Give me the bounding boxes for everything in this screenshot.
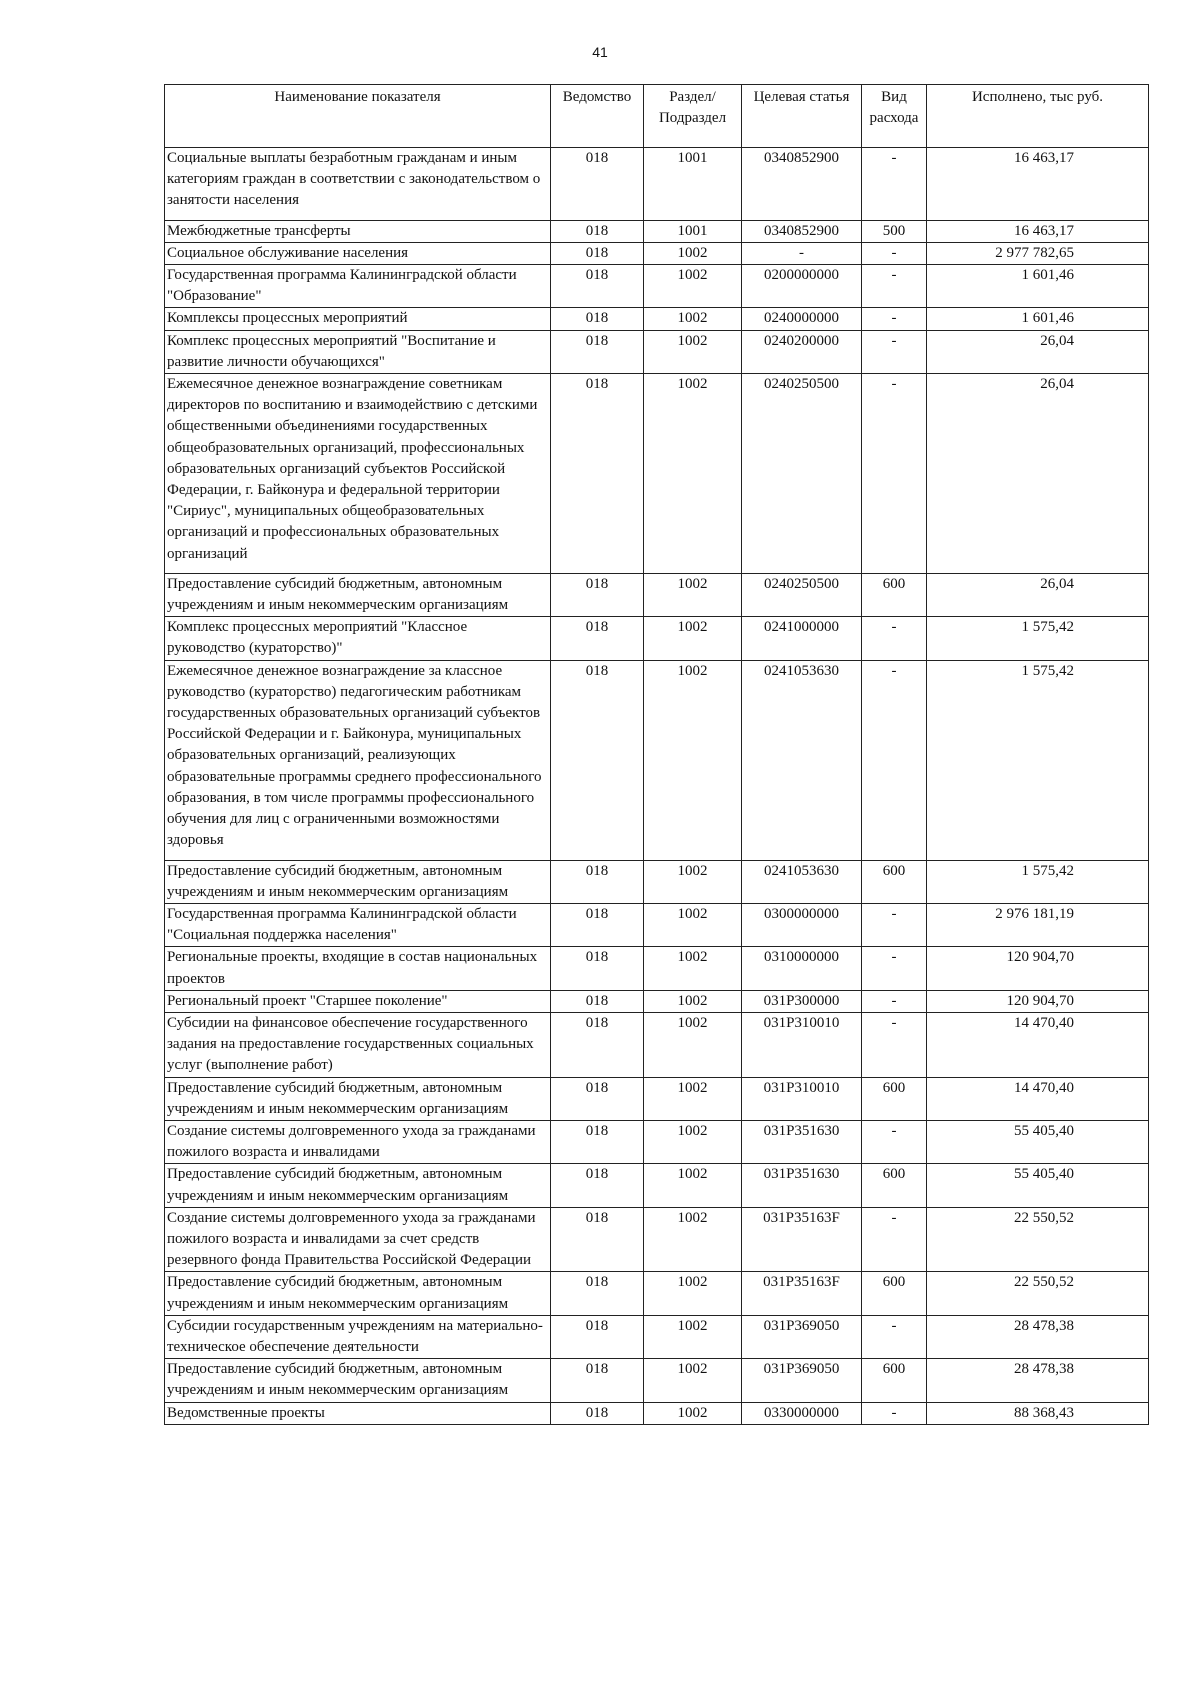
cell-section: 1002	[644, 242, 742, 264]
cell-target: 0340852900	[742, 220, 862, 242]
cell-name: Субсидии на финансовое обеспечение государственного задания на предоставление государственных социальных услуг (выполнение работ)	[165, 1012, 551, 1077]
cell-section: 1002	[644, 860, 742, 903]
cell-name: Ежемесячное денежное вознаграждение за классное руководство (кураторство) педагогическим работникам государственных образовательных организаций субъектов Российской Федерации и г. Байконура, муниципальных образовательных организаций, реализующих образовательные программы среднего профессионального образования, в том числе программы профессионального обучения для лиц с ограниченными возможностями здоровья	[165, 660, 551, 860]
cell-target: 031P351630	[742, 1164, 862, 1207]
table-header-row	[165, 85, 1149, 148]
cell-section: 1002	[644, 265, 742, 308]
cell-type: -	[862, 330, 927, 373]
cell-name: Предоставление субсидий бюджетным, автономным учреждениям и иным некоммерческим организациям	[165, 1359, 551, 1402]
table-row	[165, 573, 1149, 616]
cell-target: 0240000000	[742, 308, 862, 330]
cell-dept: 018	[551, 1120, 644, 1163]
table-row	[165, 265, 1149, 308]
cell-target: 0200000000	[742, 265, 862, 308]
cell-name: Комплексы процессных мероприятий	[165, 308, 551, 330]
cell-type: -	[862, 947, 927, 990]
cell-type: -	[862, 374, 927, 574]
cell-type: 600	[862, 1359, 927, 1402]
cell-amount: 1 601,46	[927, 265, 1149, 308]
table-row	[165, 1120, 1149, 1163]
table-row	[165, 330, 1149, 373]
cell-amount: 16 463,17	[927, 220, 1149, 242]
cell-dept: 018	[551, 1359, 644, 1402]
cell-dept: 018	[551, 573, 644, 616]
header-target: Целевая статья	[742, 85, 862, 148]
cell-target: 0240250500	[742, 374, 862, 574]
cell-name: Государственная программа Калининградской области "Социальная поддержка населения"	[165, 903, 551, 946]
cell-type: 600	[862, 1272, 927, 1315]
cell-dept: 018	[551, 242, 644, 264]
cell-dept: 018	[551, 1012, 644, 1077]
cell-target: 031P300000	[742, 990, 862, 1012]
cell-target: 0300000000	[742, 903, 862, 946]
cell-type: 600	[862, 1164, 927, 1207]
cell-amount: 120 904,70	[927, 947, 1149, 990]
cell-type: 500	[862, 220, 927, 242]
cell-amount: 55 405,40	[927, 1120, 1149, 1163]
cell-amount: 22 550,52	[927, 1207, 1149, 1272]
table-row	[165, 308, 1149, 330]
table-row	[165, 1012, 1149, 1077]
cell-name: Предоставление субсидий бюджетным, автономным учреждениям и иным некоммерческим организациям	[165, 860, 551, 903]
cell-target: 0310000000	[742, 947, 862, 990]
header-section: Раздел/ Подраздел	[644, 85, 742, 148]
cell-target: 0241053630	[742, 660, 862, 860]
cell-dept: 018	[551, 308, 644, 330]
cell-type: -	[862, 1402, 927, 1424]
cell-dept: 018	[551, 990, 644, 1012]
cell-section: 1002	[644, 1120, 742, 1163]
cell-target: 0241000000	[742, 617, 862, 660]
cell-amount: 120 904,70	[927, 990, 1149, 1012]
cell-type: -	[862, 1012, 927, 1077]
cell-target: 031P369050	[742, 1315, 862, 1358]
table-row	[165, 1272, 1149, 1315]
cell-dept: 018	[551, 330, 644, 373]
cell-name: Ежемесячное денежное вознаграждение советникам директоров по воспитанию и взаимодействию с детскими общественными объединениями государственных общеобразовательных организаций, профессиональных образовательных организаций субъектов Российской Федерации, г. Байконура и федеральной территории "Сириус", муниципальных общеобразовательных организаций и профессиональных образовательных организаций	[165, 374, 551, 574]
page-number: 41	[592, 44, 608, 60]
cell-dept: 018	[551, 220, 644, 242]
cell-type: -	[862, 1120, 927, 1163]
table-row	[165, 1207, 1149, 1272]
cell-dept: 018	[551, 903, 644, 946]
cell-amount: 26,04	[927, 374, 1149, 574]
table-row	[165, 947, 1149, 990]
cell-section: 1002	[644, 903, 742, 946]
cell-name: Предоставление субсидий бюджетным, автономным учреждениям и иным некоммерческим организациям	[165, 1164, 551, 1207]
cell-name: Комплекс процессных мероприятий "Классное руководство (кураторство)"	[165, 617, 551, 660]
table-row	[165, 1077, 1149, 1120]
table-row	[165, 220, 1149, 242]
cell-amount: 22 550,52	[927, 1272, 1149, 1315]
cell-section: 1002	[644, 1207, 742, 1272]
cell-name: Региональные проекты, входящие в состав национальных проектов	[165, 947, 551, 990]
cell-amount: 55 405,40	[927, 1164, 1149, 1207]
cell-type: 600	[862, 860, 927, 903]
cell-type: -	[862, 903, 927, 946]
table-row	[165, 1164, 1149, 1207]
cell-dept: 018	[551, 1077, 644, 1120]
cell-section: 1002	[644, 617, 742, 660]
cell-amount: 88 368,43	[927, 1402, 1149, 1424]
budget-table	[164, 84, 1149, 1425]
cell-amount: 1 575,42	[927, 660, 1149, 860]
cell-target: 031P351630	[742, 1120, 862, 1163]
table-row	[165, 374, 1149, 574]
cell-type: -	[862, 1207, 927, 1272]
cell-name: Комплекс процессных мероприятий "Воспитание и развитие личности обучающихся"	[165, 330, 551, 373]
cell-type: -	[862, 990, 927, 1012]
cell-dept: 018	[551, 1402, 644, 1424]
cell-type: -	[862, 242, 927, 264]
cell-section: 1001	[644, 220, 742, 242]
cell-target: 031P35163F	[742, 1207, 862, 1272]
cell-section: 1002	[644, 1359, 742, 1402]
cell-type: -	[862, 660, 927, 860]
cell-amount: 1 575,42	[927, 617, 1149, 660]
cell-target: 031P310010	[742, 1077, 862, 1120]
cell-target: 0240250500	[742, 573, 862, 616]
cell-amount: 1 575,42	[927, 860, 1149, 903]
cell-amount: 2 976 181,19	[927, 903, 1149, 946]
cell-section: 1002	[644, 1164, 742, 1207]
table-row	[165, 660, 1149, 860]
cell-type: -	[862, 265, 927, 308]
cell-target: 0241053630	[742, 860, 862, 903]
cell-section: 1002	[644, 1272, 742, 1315]
cell-target: 0240200000	[742, 330, 862, 373]
cell-name: Ведомственные проекты	[165, 1402, 551, 1424]
cell-dept: 018	[551, 860, 644, 903]
cell-section: 1002	[644, 1402, 742, 1424]
cell-type: -	[862, 308, 927, 330]
cell-section: 1002	[644, 1077, 742, 1120]
cell-dept: 018	[551, 660, 644, 860]
cell-target: 031P369050	[742, 1359, 862, 1402]
cell-section: 1001	[644, 148, 742, 221]
cell-dept: 018	[551, 1272, 644, 1315]
cell-amount: 28 478,38	[927, 1315, 1149, 1358]
cell-dept: 018	[551, 1164, 644, 1207]
table-row	[165, 617, 1149, 660]
table-row	[165, 1359, 1149, 1402]
cell-amount: 1 601,46	[927, 308, 1149, 330]
table-row	[165, 903, 1149, 946]
cell-name: Предоставление субсидий бюджетным, автономным учреждениям и иным некоммерческим организациям	[165, 1272, 551, 1315]
cell-name: Субсидии государственным учреждениям на материально-техническое обеспечение деятельности	[165, 1315, 551, 1358]
header-dept: Ведомство	[551, 85, 644, 148]
cell-target: 0340852900	[742, 148, 862, 221]
header-amount: Исполнено, тыс руб.	[927, 85, 1149, 148]
cell-dept: 018	[551, 947, 644, 990]
cell-name: Предоставление субсидий бюджетным, автономным учреждениям и иным некоммерческим организациям	[165, 573, 551, 616]
cell-name: Предоставление субсидий бюджетным, автономным учреждениям и иным некоммерческим организациям	[165, 1077, 551, 1120]
table-row	[165, 990, 1149, 1012]
cell-amount: 14 470,40	[927, 1012, 1149, 1077]
cell-dept: 018	[551, 617, 644, 660]
cell-section: 1002	[644, 374, 742, 574]
cell-amount: 26,04	[927, 330, 1149, 373]
cell-type: -	[862, 1315, 927, 1358]
cell-name: Социальное обслуживание населения	[165, 242, 551, 264]
cell-name: Межбюджетные трансферты	[165, 220, 551, 242]
table-row	[165, 1315, 1149, 1358]
cell-name: Региональный проект "Старшее поколение"	[165, 990, 551, 1012]
cell-dept: 018	[551, 265, 644, 308]
cell-target: -	[742, 242, 862, 264]
cell-section: 1002	[644, 330, 742, 373]
cell-dept: 018	[551, 1207, 644, 1272]
table-row	[165, 148, 1149, 221]
cell-type: -	[862, 617, 927, 660]
table-row	[165, 242, 1149, 264]
table-row	[165, 860, 1149, 903]
cell-amount: 14 470,40	[927, 1077, 1149, 1120]
cell-section: 1002	[644, 1315, 742, 1358]
cell-section: 1002	[644, 660, 742, 860]
cell-name: Создание системы долговременного ухода за гражданами пожилого возраста и инвалидами	[165, 1120, 551, 1163]
cell-name: Государственная программа Калининградской области "Образование"	[165, 265, 551, 308]
header-type: Вид расхода	[862, 85, 927, 148]
cell-section: 1002	[644, 308, 742, 330]
cell-target: 031P310010	[742, 1012, 862, 1077]
header-name: Наименование показателя	[165, 85, 551, 148]
cell-dept: 018	[551, 374, 644, 574]
cell-target: 031P35163F	[742, 1272, 862, 1315]
cell-target: 0330000000	[742, 1402, 862, 1424]
table-body	[165, 148, 1149, 1425]
cell-type: -	[862, 148, 927, 221]
cell-amount: 2 977 782,65	[927, 242, 1149, 264]
cell-amount: 16 463,17	[927, 148, 1149, 221]
cell-section: 1002	[644, 573, 742, 616]
cell-amount: 28 478,38	[927, 1359, 1149, 1402]
cell-section: 1002	[644, 947, 742, 990]
cell-amount: 26,04	[927, 573, 1149, 616]
cell-section: 1002	[644, 1012, 742, 1077]
cell-dept: 018	[551, 148, 644, 221]
cell-section: 1002	[644, 990, 742, 1012]
cell-dept: 018	[551, 1315, 644, 1358]
cell-type: 600	[862, 573, 927, 616]
cell-name: Создание системы долговременного ухода за гражданами пожилого возраста и инвалидами за счет средств резервного фонда Правительства Российской Федерации	[165, 1207, 551, 1272]
cell-type: 600	[862, 1077, 927, 1120]
cell-name: Социальные выплаты безработным гражданам и иным категориям граждан в соответствии с законодательством о занятости населения	[165, 148, 551, 221]
table-row	[165, 1402, 1149, 1424]
